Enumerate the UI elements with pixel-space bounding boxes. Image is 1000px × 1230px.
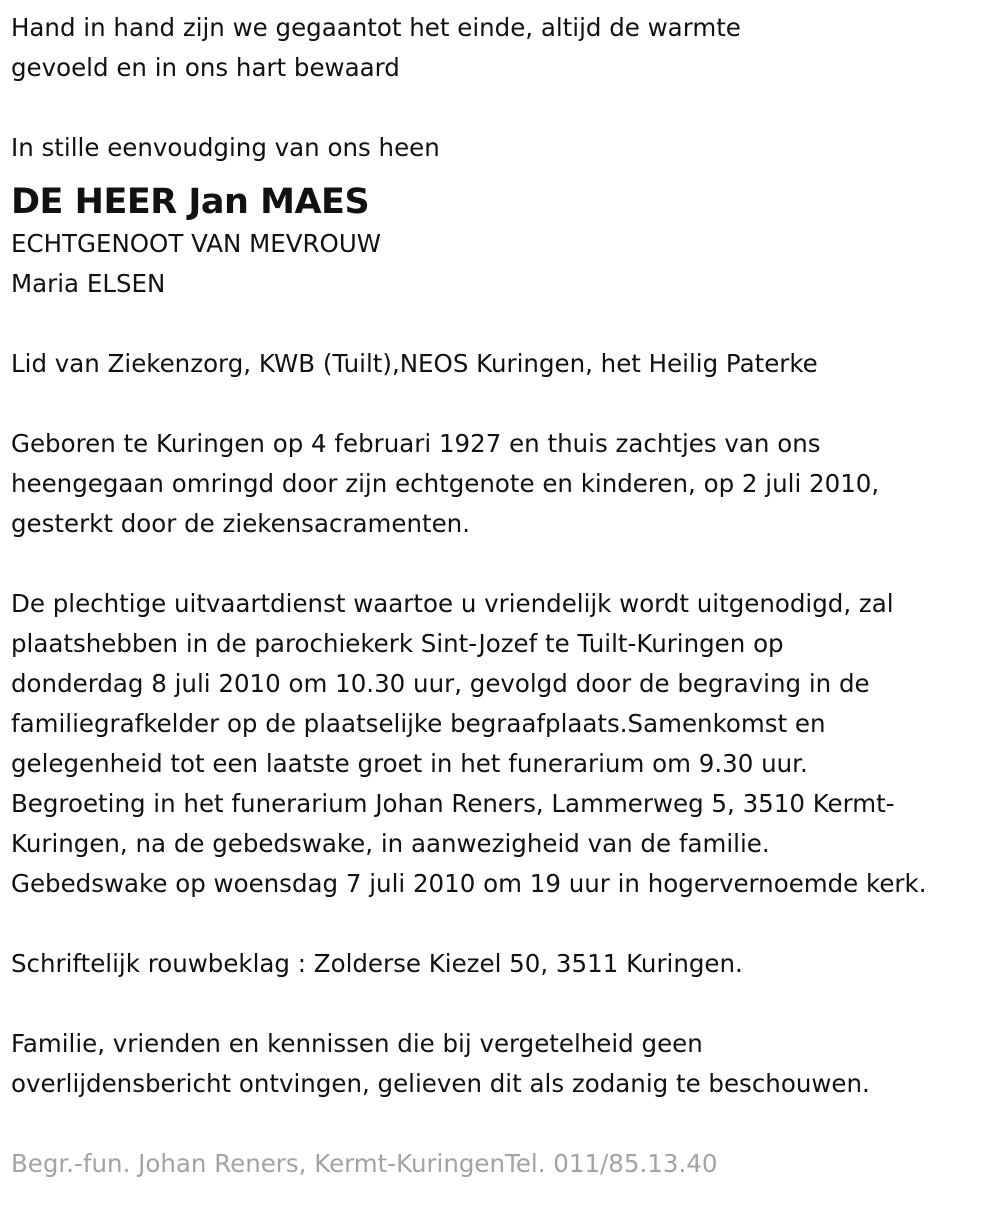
paragraph-line: familiegrafkelder op de plaatselijke begraafplaats.Samenkomst en xyxy=(11,709,826,738)
paragraph-line: overlijdensbericht ontvingen, gelieven dit als zodanig te beschouwen. xyxy=(11,1069,870,1098)
paragraph-line: gesterkt door de ziekensacramenten. xyxy=(11,509,470,538)
sorrow-statement: In stille eenvoudging van ons heen xyxy=(11,133,440,162)
paragraph-line: donderdag 8 juli 2010 om 10.30 uur, gevolgd door de begraving in de xyxy=(11,669,870,698)
birth-death-paragraph xyxy=(11,424,996,544)
membership-line: Lid van Ziekenzorg, KWB (Tuilt),NEOS Kuringen, het Heilig Paterke xyxy=(11,349,818,378)
paragraph-line: Gebedswake op woensdag 7 juli 2010 om 19 uur in hogervernoemde kerk. xyxy=(11,869,927,898)
deceased-name: DE HEER Jan MAES xyxy=(11,182,370,222)
paragraph-line: gelegenheid tot een laatste groet in het funerarium om 9.30 uur. xyxy=(11,749,808,778)
intro-line: Hand in hand zijn we gegaantot het einde, altijd de warmte xyxy=(11,13,741,42)
paragraph-line: De plechtige uitvaartdienst waartoe u vriendelijk wordt uitgenodigd, zal xyxy=(11,589,894,618)
funeral-home-footer: Begr.-fun. Johan Reners, Kermt-KuringenTel. 011/85.13.40 xyxy=(11,1149,718,1178)
paragraph-line: Geboren te Kuringen op 4 februari 1927 en thuis zachtjes van ons xyxy=(11,429,821,458)
paragraph-line: plaatshebben in de parochiekerk Sint-Jozef te Tuilt-Kuringen op xyxy=(11,629,784,658)
paragraph-line: Kuringen, na de gebedswake, in aanwezigheid van de familie. xyxy=(11,829,770,858)
paragraph-line: heengegaan omringd door zijn echtgenote en kinderen, op 2 juli 2010, xyxy=(11,469,880,498)
spouse-name: Maria ELSEN xyxy=(11,269,166,298)
paragraph-line: Familie, vrienden en kennissen die bij vergetelheid geen xyxy=(11,1029,703,1058)
intro-verse xyxy=(11,8,996,88)
obituary-notice xyxy=(11,8,996,1184)
notice-paragraph xyxy=(11,1024,996,1104)
spouse-title: ECHTGENOOT VAN MEVROUW xyxy=(11,229,382,258)
paragraph-line: Begroeting in het funerarium Johan Reners, Lammerweg 5, 3510 Kermt- xyxy=(11,789,895,818)
condolence-address: Schriftelijk rouwbeklag : Zolderse Kiezel 50, 3511 Kuringen. xyxy=(11,949,743,978)
intro-line: gevoeld en in ons hart bewaard xyxy=(11,53,400,82)
funeral-paragraph xyxy=(11,584,996,904)
